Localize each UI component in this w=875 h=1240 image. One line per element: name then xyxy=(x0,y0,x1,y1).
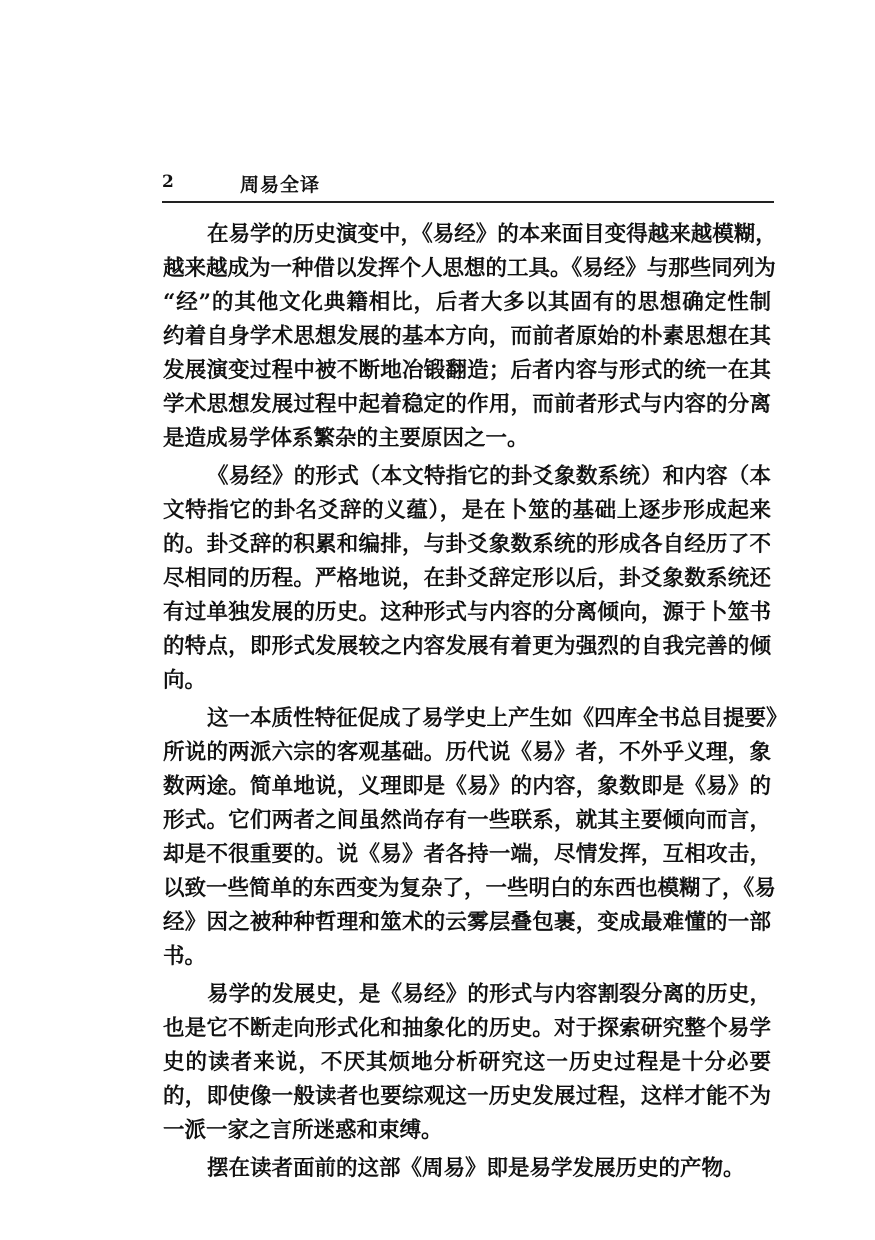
text-line: 一派一家之言所迷惑和束缚。 xyxy=(163,1118,443,1143)
text-line: 学术思想发展过程中起着稳定的作用，而前者形式与内容的分离 xyxy=(163,392,771,417)
text-line: 摆在读者面前的这部《周易》即是易学发展历史的产物。 xyxy=(207,1156,745,1181)
text-line: 的。卦爻辞的积累和编排，与卦爻象数系统的形成各自经历了不 xyxy=(163,532,771,557)
text-line: 越来越成为一种借以发挥个人思想的工具。《易经》与那些同列为 xyxy=(163,256,776,281)
text-line: 史的读者来说，不厌其烦地分析研究这一历史过程是十分必要 xyxy=(163,1050,771,1075)
header-rule xyxy=(162,201,774,203)
text-line: 是造成易学体系繁杂的主要原因之一。 xyxy=(163,426,529,451)
running-title: 周易全译 xyxy=(240,174,321,196)
text-line: 的特点，即形式发展较之内容发展有着更为强烈的自我完善的倾 xyxy=(163,634,771,659)
page-number: 2 xyxy=(162,172,174,192)
paragraph xyxy=(163,1152,771,1186)
paragraph xyxy=(163,218,777,456)
text-line: 发展演变过程中被不断地冶锻翻造；后者内容与形式的统一在其 xyxy=(163,358,771,383)
paragraph xyxy=(163,460,771,698)
paragraph xyxy=(163,978,771,1148)
text-line: 《易经》的形式（本文特指它的卦爻象数系统）和内容（本 xyxy=(207,464,771,489)
body-text xyxy=(163,218,788,1190)
text-line: 以致一些简单的东西变为复杂了，一些明白的东西也模糊了，《易 xyxy=(163,876,776,901)
page-header xyxy=(160,170,772,200)
text-line: 形式。它们两者之间虽然尚存有一些联系，就其主要倾向而言， xyxy=(163,808,771,833)
text-line: 书。 xyxy=(163,944,207,969)
text-line: 尽相同的历程。严格地说，在卦爻辞定形以后，卦爻象数系统还 xyxy=(163,566,771,591)
text-line: 文特指它的卦名爻辞的义蕴），是在卜筮的基础上逐步形成起来 xyxy=(163,498,771,523)
text-line: 的，即使像一般读者也要综观这一历史发展过程，这样才能不为 xyxy=(163,1084,771,1109)
text-line: “经”的其他文化典籍相比，后者大多以其固有的思想确定性制 xyxy=(163,290,771,315)
text-line: 也是它不断走向形式化和抽象化的历史。对于探索研究整个易学 xyxy=(163,1016,771,1041)
text-line: 经》因之被种种哲理和筮术的云雾层叠包裹，变成最难懂的一部 xyxy=(163,910,771,935)
text-line: 却是不很重要的。说《易》者各持一端，尽情发挥，互相攻击， xyxy=(163,842,771,867)
text-line: 易学的发展史，是《易经》的形式与内容割裂分离的历史， xyxy=(207,982,771,1007)
text-line: 所说的两派六宗的客观基础。历代说《易》者，不外乎义理，象 xyxy=(163,740,771,765)
text-line: 约着自身学术思想发展的基本方向，而前者原始的朴素思想在其 xyxy=(163,324,771,349)
text-line: 这一本质性特征促成了易学史上产生如《四库全书总目提要》 xyxy=(207,706,788,731)
text-line: 数两途。简单地说，义理即是《易》的内容，象数即是《易》的 xyxy=(163,774,771,799)
text-line: 向。 xyxy=(163,668,207,693)
text-line: 有过单独发展的历史。这种形式与内容的分离倾向，源于卜筮书 xyxy=(163,600,771,625)
text-line: 在易学的历史演变中，《易经》的本来面目变得越来越模糊， xyxy=(207,222,777,247)
paragraph xyxy=(163,702,788,974)
